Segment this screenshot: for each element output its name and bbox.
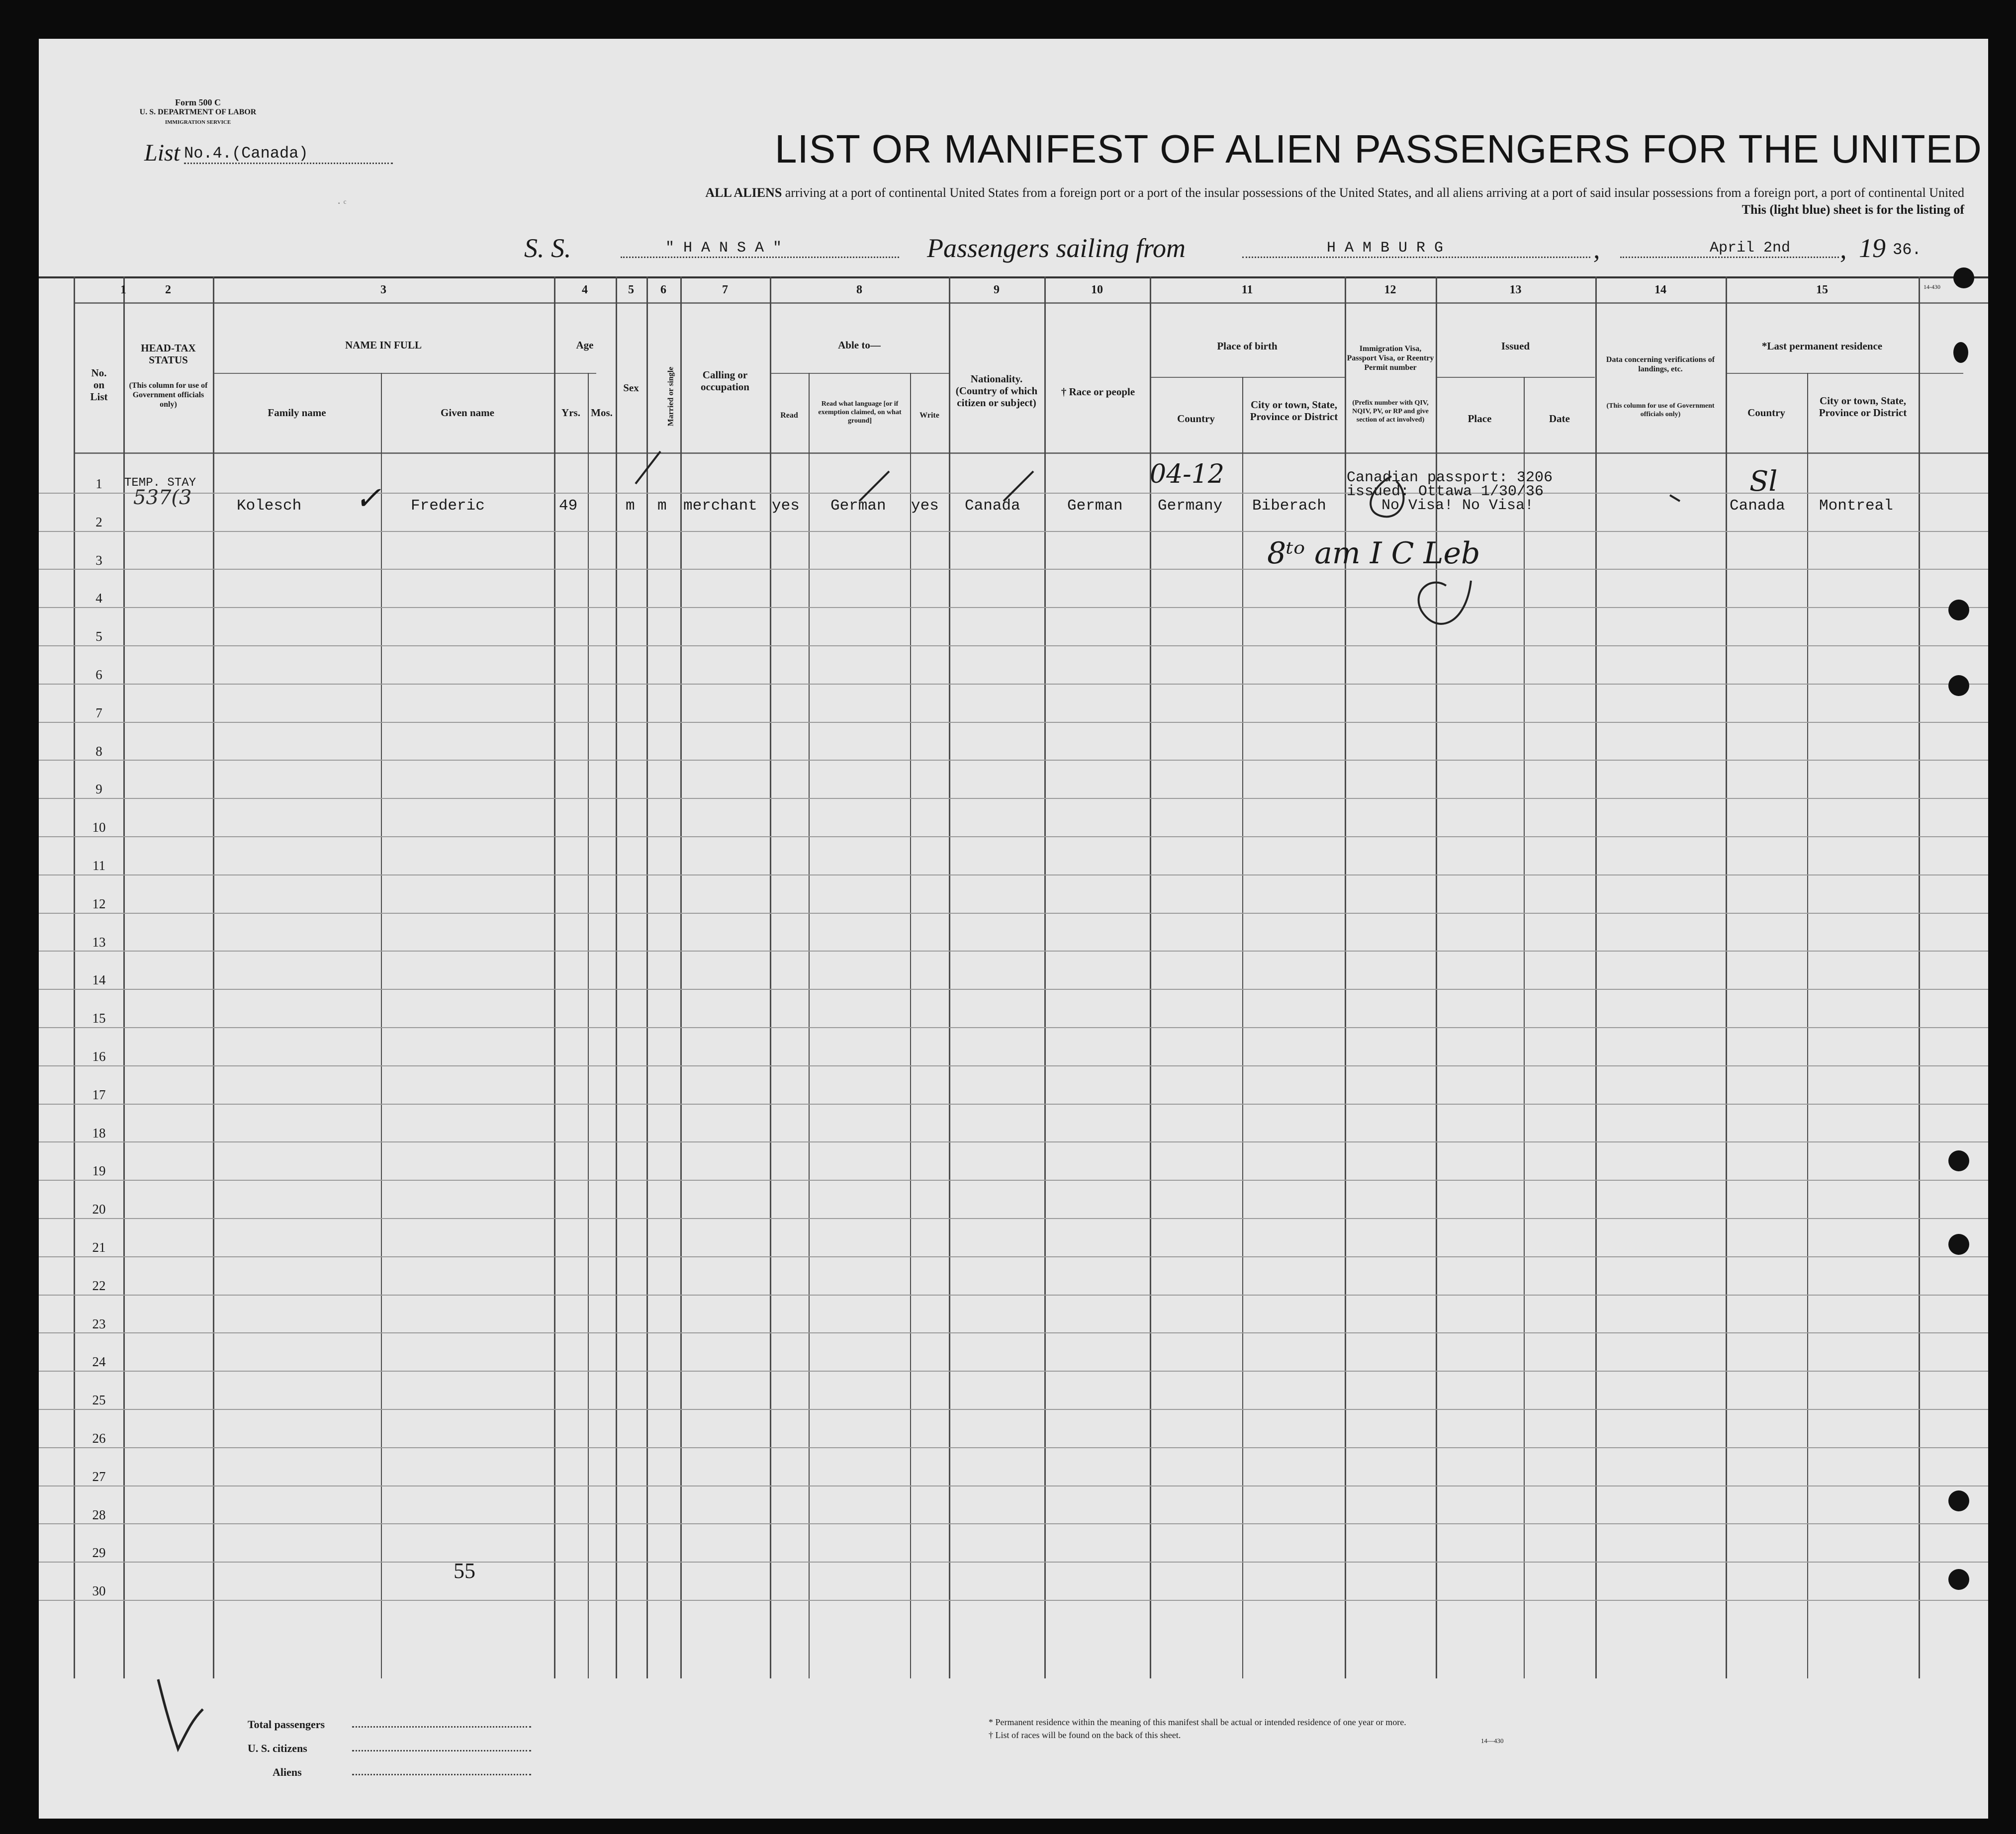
header-sex: Sex [623, 382, 639, 394]
binding-hole [1948, 1234, 1969, 1255]
header-issued-place: Place [1467, 413, 1492, 425]
header-data-note: (This column for use of Government officials only) [1606, 402, 1715, 418]
colnum-6: 6 [660, 283, 666, 296]
subtitle-text: arriving at a port of continental United States from a foreign port or a port of the insular possessions of the United States, and all aliens arriving at a port of said insular possessions from a foreign port, a port of continental United [785, 185, 1964, 200]
header-place-of-birth: Place of birth [1217, 340, 1278, 352]
colnum-8: 8 [856, 283, 862, 296]
header-age: Age [576, 339, 594, 351]
service: IMMIGRATION SERVICE [165, 119, 231, 125]
row-number: 15 [92, 1011, 106, 1026]
subtitle-line2: This (light blue) sheet is for the listing of [1741, 202, 1964, 217]
colnum-3: 3 [380, 283, 386, 296]
colnum-10: 10 [1091, 283, 1103, 296]
passenger-visa-line3: No Visa! No Visa! [1381, 497, 1534, 514]
colnum-15: 15 [1816, 283, 1828, 296]
binding-hole [1948, 600, 1969, 620]
colnum-1: 1 [120, 283, 126, 296]
row-number: 11 [92, 858, 105, 873]
passenger-res-country: Canada [1730, 497, 1785, 515]
colnum-2: 2 [165, 283, 171, 296]
row-number: 16 [92, 1049, 106, 1064]
header-head-tax-note: (This column for use of Government officials only) [129, 381, 208, 409]
row-number: 3 [95, 552, 102, 568]
header-data-concerning: Data concerning verifications of landings, etc. [1606, 355, 1715, 373]
year-prefix: 19 [1859, 233, 1886, 263]
passenger-write: yes [911, 497, 939, 515]
header-no-on-list: No. on List [90, 367, 108, 403]
binding-hole [1948, 675, 1969, 696]
binding-hole [1948, 1569, 1969, 1590]
row-number: 27 [92, 1469, 106, 1484]
footer-citizens-line [352, 1750, 531, 1751]
list-number: No.4.(Canada) [184, 144, 393, 164]
header-read-what: Read what language [or if exemption claimed, on what ground] [818, 400, 902, 425]
row-number: 18 [92, 1125, 106, 1140]
row-number: 9 [95, 782, 102, 797]
header-yrs: Yrs. [561, 407, 580, 419]
passenger-birth-country: Germany [1158, 497, 1223, 515]
footer-aliens-line [352, 1774, 531, 1775]
comma-mark-2: , [1840, 234, 1847, 264]
ss-label: S. S. [524, 233, 571, 263]
header-calling: Calling or occupation [700, 369, 749, 393]
header-write: Write [919, 411, 939, 420]
passenger-married: m [657, 497, 667, 515]
sailing-label: Passengers sailing from [927, 233, 1186, 263]
passenger-read: yes [772, 497, 800, 515]
colnum-12: 12 [1384, 283, 1396, 296]
footer-total-passengers: Total passengers [248, 1718, 325, 1731]
row-number: 22 [92, 1278, 106, 1293]
departure-port: H A M B U R G [1242, 240, 1590, 258]
list-label: List [144, 140, 181, 166]
ship-name: " H A N S A " [621, 240, 899, 258]
passenger-sex: m [626, 497, 635, 515]
row-number: 10 [92, 820, 106, 835]
annotation-top: 04-12 [1150, 459, 1224, 489]
passenger-visa-line2: issued: Ottawa 1/30/36 [1347, 483, 1544, 500]
passenger-given-name: Frederic [411, 497, 485, 515]
binding-hole [1948, 1490, 1969, 1511]
row-number: 29 [92, 1545, 106, 1561]
colnum-7: 7 [722, 283, 728, 296]
footer-code: 14—430 [1481, 1737, 1504, 1745]
residence-mark: Sl [1749, 465, 1778, 498]
handwriting-strokes [39, 39, 1988, 1819]
header-birth-country: Country [1177, 413, 1215, 425]
row-number: 12 [92, 896, 106, 911]
binding-hole [1953, 267, 1974, 288]
header-nationality: Nationality. (Country of which citizen or subject) [955, 373, 1038, 409]
header-given-name: Given name [441, 407, 494, 419]
row-number: 23 [92, 1316, 106, 1331]
header-birth-city: City or town, State, Province or District [1250, 399, 1338, 423]
row-number: 17 [92, 1087, 106, 1102]
header-married: Married or single [666, 366, 675, 427]
footer-us-citizens: U. S. citizens [248, 1742, 307, 1754]
row-number: 5 [95, 629, 102, 644]
row-number: 21 [92, 1240, 106, 1255]
footer-aliens: Aliens [273, 1766, 302, 1778]
passenger-family-name: Kolesch [237, 497, 302, 515]
row-number: 4 [95, 591, 102, 606]
footer-note-2: † List of races will be found on the back of this sheet. [989, 1730, 1181, 1740]
page-title: LIST OR MANIFEST OF ALIEN PASSENGERS FOR THE UNITED [775, 127, 1982, 171]
binding-hole [1953, 342, 1968, 363]
footer-total-line [352, 1726, 531, 1728]
row-number: 7 [95, 705, 102, 720]
form-number: Form 500 C [175, 97, 221, 107]
row-number: 20 [92, 1202, 106, 1217]
header-visa-note: (Prefix number with QIV, NQIV, PV, or RP and give section of act involved) [1352, 399, 1429, 424]
header-res-city: City or town, State, Province or District [1819, 395, 1907, 419]
row-number: 13 [92, 934, 106, 950]
header-issued-date: Date [1549, 413, 1570, 425]
header-able-to: Able to— [838, 339, 881, 351]
row-number: 2 [95, 514, 102, 529]
header-mos: Mos. [591, 407, 613, 419]
row-number: 25 [92, 1393, 106, 1408]
header-race: † Race or people [1061, 386, 1135, 398]
header-family-name: Family name [268, 407, 326, 419]
passenger-visa-line1: Canadian passport: 3206 [1347, 469, 1553, 486]
comma-mark: , [1593, 234, 1600, 264]
departure-date: April 2nd [1620, 240, 1839, 258]
subtitle-lead: ALL ALIENS [705, 185, 782, 200]
header-name-in-full: NAME IN FULL [345, 339, 422, 351]
row-number: 14 [92, 972, 106, 988]
check-mark: ✓ [355, 480, 381, 517]
header-res-country: Country [1747, 407, 1785, 419]
passenger-nationality: Canada [965, 497, 1020, 515]
header-read: Read [780, 411, 798, 420]
header-issued: Issued [1501, 340, 1530, 352]
passenger-res-city: Montreal [1819, 497, 1893, 515]
colnum-11: 11 [1241, 283, 1253, 296]
passenger-birth-city: Biberach [1252, 497, 1326, 515]
row-number: 30 [92, 1583, 106, 1599]
binding-hole [1948, 1150, 1969, 1171]
stamp-number: 55 [454, 1559, 475, 1583]
form-code-top: 14-430 [1924, 283, 1940, 290]
colnum-14: 14 [1654, 283, 1666, 296]
passenger-language: German [830, 497, 886, 515]
annotation-bottom: 8ᵗᵒ am I C Leb [1267, 536, 1480, 571]
header-visa: Immigration Visa, Passport Visa, or Reentry Permit number [1347, 345, 1434, 372]
passenger-age-years: 49 [559, 497, 578, 515]
year-suffix: 36. [1893, 241, 1922, 259]
colnum-4: 4 [582, 283, 588, 296]
pencil-mark: · ᶜ [337, 197, 347, 209]
header-last-residence: *Last permanent residence [1761, 340, 1883, 352]
passenger-occupation: merchant [683, 497, 757, 515]
row-number: 24 [92, 1354, 106, 1370]
head-tax-value: TEMP. STAY [124, 476, 196, 490]
row-number: 26 [92, 1431, 106, 1446]
department: U. S. DEPARTMENT OF LABOR [139, 108, 257, 116]
passenger-race: German [1067, 497, 1123, 515]
manifest-sheet [39, 39, 1988, 1819]
row-number: 19 [92, 1163, 106, 1179]
colnum-13: 13 [1509, 283, 1522, 296]
row-number: 6 [95, 667, 102, 682]
header-head-tax: HEAD-TAX STATUS [141, 342, 196, 366]
row-number: 8 [95, 743, 102, 759]
colnum-5: 5 [628, 283, 634, 296]
footer-note-1: * Permanent residence within the meaning of this manifest shall be actual or intended residence of one year or more. [989, 1717, 1406, 1727]
colnum-9: 9 [994, 283, 1000, 296]
row-number: 1 [95, 476, 102, 491]
head-tax-code: 537(3 [133, 486, 192, 509]
row-number: 28 [92, 1507, 106, 1522]
